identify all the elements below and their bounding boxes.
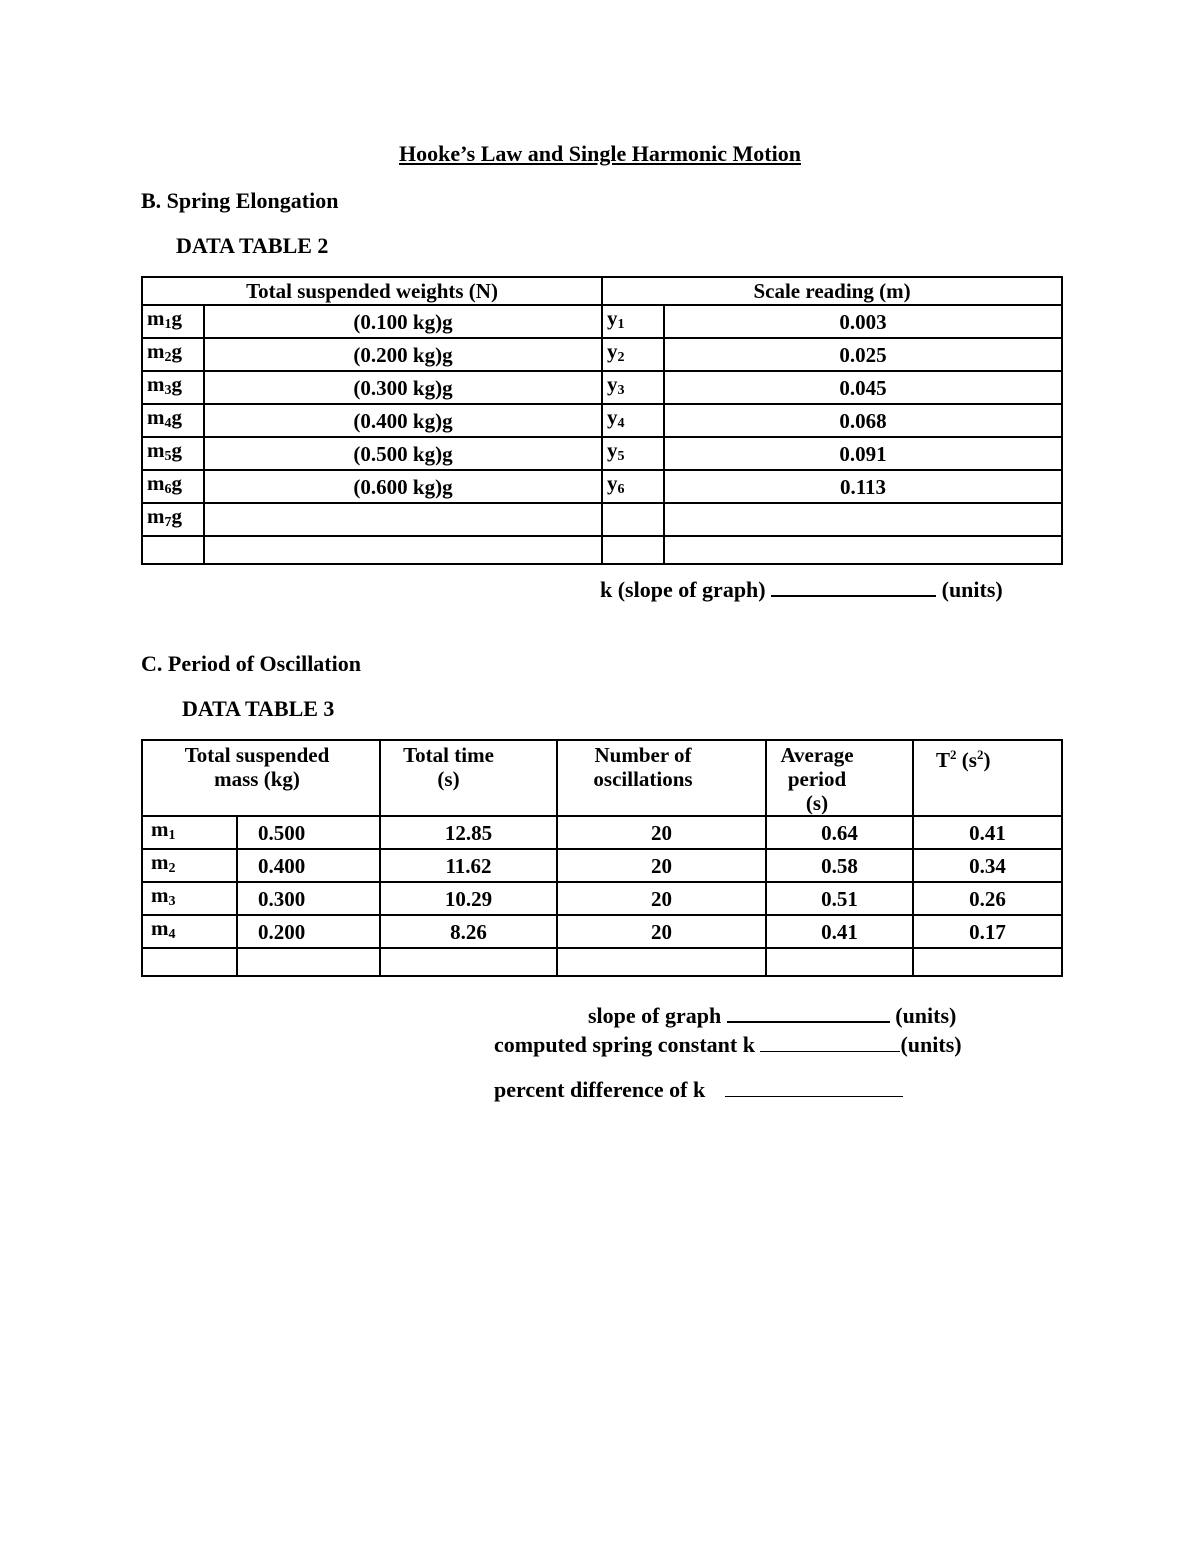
weight-value-cell [204, 536, 602, 564]
reading-symbol: y [607, 306, 618, 330]
mass-label-cell [142, 915, 237, 948]
reading-value-cell: 0.091 [664, 437, 1062, 470]
weight-label-cell [142, 470, 204, 503]
mass-label-cell [142, 882, 237, 915]
slope-of-graph-units: (units) [895, 1003, 957, 1028]
time-value-cell: 12.85 [380, 816, 557, 849]
reading-value-cell: 0.045 [664, 371, 1062, 404]
slope-of-graph-label: slope of graph [588, 1003, 722, 1028]
weight-symbol: m [147, 471, 165, 495]
data-table-2 [141, 276, 1063, 565]
mass-subscript: 1 [168, 828, 176, 843]
reading-label-cell [602, 305, 664, 338]
mass-label-cell [142, 948, 237, 976]
weight-symbol: m [147, 306, 165, 330]
oscillations-value-cell: 20 [557, 882, 766, 915]
weights-column-header: Total suspended weights (N) [142, 277, 602, 305]
weight-suffix: g [171, 405, 182, 429]
t-squared-value-cell: 0.17 [913, 915, 1062, 948]
time-value-cell [380, 948, 557, 976]
mass-symbol: m [151, 916, 169, 940]
t-squared-value-cell: 0.41 [913, 816, 1062, 849]
reading-label-cell [602, 371, 664, 404]
mass-subscript: 4 [168, 927, 176, 942]
mass-value-cell: 0.200 [237, 915, 380, 948]
weight-value-cell: (0.500 kg)g [204, 437, 602, 470]
mass-label-cell [142, 816, 237, 849]
weight-suffix: g [171, 471, 182, 495]
reading-label-cell [602, 338, 664, 371]
weight-label-cell [142, 305, 204, 338]
weight-value-cell: (0.600 kg)g [204, 470, 602, 503]
time-column-header: Total time (s) [403, 743, 494, 791]
reading-label-cell [602, 503, 664, 536]
weight-label-cell [142, 338, 204, 371]
weight-suffix: g [171, 372, 182, 396]
mass-symbol: m [151, 817, 169, 841]
reading-value-cell: 0.003 [664, 305, 1062, 338]
reading-value-cell [664, 503, 1062, 536]
reading-label-cell [602, 536, 664, 564]
reading-value-cell [664, 536, 1062, 564]
table-row [142, 948, 1062, 976]
weight-subscript: 2 [164, 350, 172, 365]
t-squared-value-cell [913, 948, 1062, 976]
table-header-row [142, 740, 1062, 816]
oscillations-value-cell: 20 [557, 816, 766, 849]
data-table-3 [141, 739, 1063, 977]
k-slope-label: k (slope of graph) [600, 577, 766, 602]
section-b-heading: B. Spring Elongation [141, 188, 339, 213]
mass-value-cell: 0.400 [237, 849, 380, 882]
weight-suffix: g [171, 339, 182, 363]
table-row [142, 437, 1062, 470]
k-slope-blank[interactable] [771, 577, 936, 597]
table-row [142, 371, 1062, 404]
computed-k-line [494, 1032, 962, 1058]
mass-value-cell [237, 948, 380, 976]
reading-subscript: 4 [617, 416, 625, 431]
computed-k-label: computed spring constant k [494, 1032, 755, 1057]
section-c-heading: C. Period of Oscillation [141, 651, 361, 676]
reading-value-cell: 0.025 [664, 338, 1062, 371]
weight-value-cell: (0.300 kg)g [204, 371, 602, 404]
weight-subscript: 6 [164, 482, 172, 497]
period-value-cell [766, 948, 913, 976]
scale-reading-column-header: Scale reading (m) [602, 277, 1062, 305]
computed-k-blank[interactable] [760, 1033, 900, 1052]
reading-label-cell [602, 470, 664, 503]
oscillations-value-cell: 20 [557, 915, 766, 948]
table-row [142, 305, 1062, 338]
mass-column-header: Total suspended mass (kg) [184, 743, 330, 791]
table-row [142, 404, 1062, 437]
reading-label-cell [602, 437, 664, 470]
weight-subscript: 5 [164, 449, 172, 464]
weight-suffix: g [171, 504, 182, 528]
oscillations-value-cell [557, 948, 766, 976]
table-row [142, 816, 1062, 849]
period-column-header: Average period (s) [780, 743, 854, 815]
table-row [142, 338, 1062, 371]
oscillations-column-header: Number of oscillations [593, 743, 693, 791]
k-slope-units: (units) [941, 577, 1003, 602]
weight-suffix: g [171, 306, 182, 330]
weight-subscript: 4 [164, 416, 172, 431]
period-value-cell: 0.41 [766, 915, 913, 948]
mass-value-cell: 0.500 [237, 816, 380, 849]
computed-k-units: (units) [900, 1032, 962, 1057]
mass-subscript: 3 [168, 894, 176, 909]
reading-subscript: 2 [617, 350, 625, 365]
table-row [142, 849, 1062, 882]
reading-value-cell: 0.113 [664, 470, 1062, 503]
mass-symbol: m [151, 883, 169, 907]
percent-difference-blank[interactable] [725, 1078, 903, 1097]
mass-label-cell [142, 849, 237, 882]
oscillations-value-cell: 20 [557, 849, 766, 882]
percent-difference-line [494, 1077, 903, 1103]
k-slope-line [600, 577, 1003, 603]
period-value-cell: 0.51 [766, 882, 913, 915]
weight-label-cell [142, 536, 204, 564]
slope-of-graph-line [588, 1003, 956, 1029]
mass-value-cell: 0.300 [237, 882, 380, 915]
data-table-2-caption: DATA TABLE 2 [176, 233, 329, 258]
weight-symbol: m [147, 372, 165, 396]
reading-symbol: y [607, 339, 618, 363]
time-value-cell: 10.29 [380, 882, 557, 915]
table-row [142, 503, 1062, 536]
reading-symbol: y [607, 405, 618, 429]
t-squared-column-header: $T^2$ $(s^2)$ [913, 740, 1062, 816]
time-value-cell: 8.26 [380, 915, 557, 948]
weight-subscript: 1 [164, 317, 172, 332]
period-value-cell: 0.58 [766, 849, 913, 882]
weight-value-cell: (0.400 kg)g [204, 404, 602, 437]
weight-symbol: m [147, 405, 165, 429]
time-value-cell: 11.62 [380, 849, 557, 882]
weight-subscript: 7 [164, 515, 172, 530]
reading-subscript: 3 [617, 383, 625, 398]
table-row [142, 536, 1062, 564]
slope-of-graph-blank[interactable] [727, 1003, 890, 1023]
reading-label-cell [602, 404, 664, 437]
page-title: Hooke’s Law and Single Harmonic Motion [399, 141, 801, 166]
t-squared-value-cell: 0.26 [913, 882, 1062, 915]
table-header-row [142, 277, 1062, 305]
reading-symbol: y [607, 438, 618, 462]
weight-label-cell [142, 503, 204, 536]
reading-subscript: 5 [617, 449, 625, 464]
weight-value-cell: (0.100 kg)g [204, 305, 602, 338]
weight-subscript: 3 [164, 383, 172, 398]
mass-subscript: 2 [168, 861, 176, 876]
mass-symbol: m [151, 850, 169, 874]
table-row [142, 470, 1062, 503]
weight-label-cell [142, 371, 204, 404]
weight-symbol: m [147, 339, 165, 363]
weight-label-cell [142, 404, 204, 437]
reading-symbol: y [607, 372, 618, 396]
reading-symbol: y [607, 471, 618, 495]
weight-symbol: m [147, 438, 165, 462]
table-row [142, 915, 1062, 948]
reading-subscript: 1 [617, 317, 625, 332]
weight-value-cell [204, 503, 602, 536]
weight-label-cell [142, 437, 204, 470]
data-table-3-caption: DATA TABLE 3 [182, 696, 335, 721]
table-row [142, 882, 1062, 915]
period-value-cell: 0.64 [766, 816, 913, 849]
weight-suffix: g [171, 438, 182, 462]
reading-subscript: 6 [617, 482, 625, 497]
weight-value-cell: (0.200 kg)g [204, 338, 602, 371]
t-squared-value-cell: 0.34 [913, 849, 1062, 882]
percent-difference-label: percent difference of k [494, 1077, 706, 1102]
weight-symbol: m [147, 504, 165, 528]
reading-value-cell: 0.068 [664, 404, 1062, 437]
